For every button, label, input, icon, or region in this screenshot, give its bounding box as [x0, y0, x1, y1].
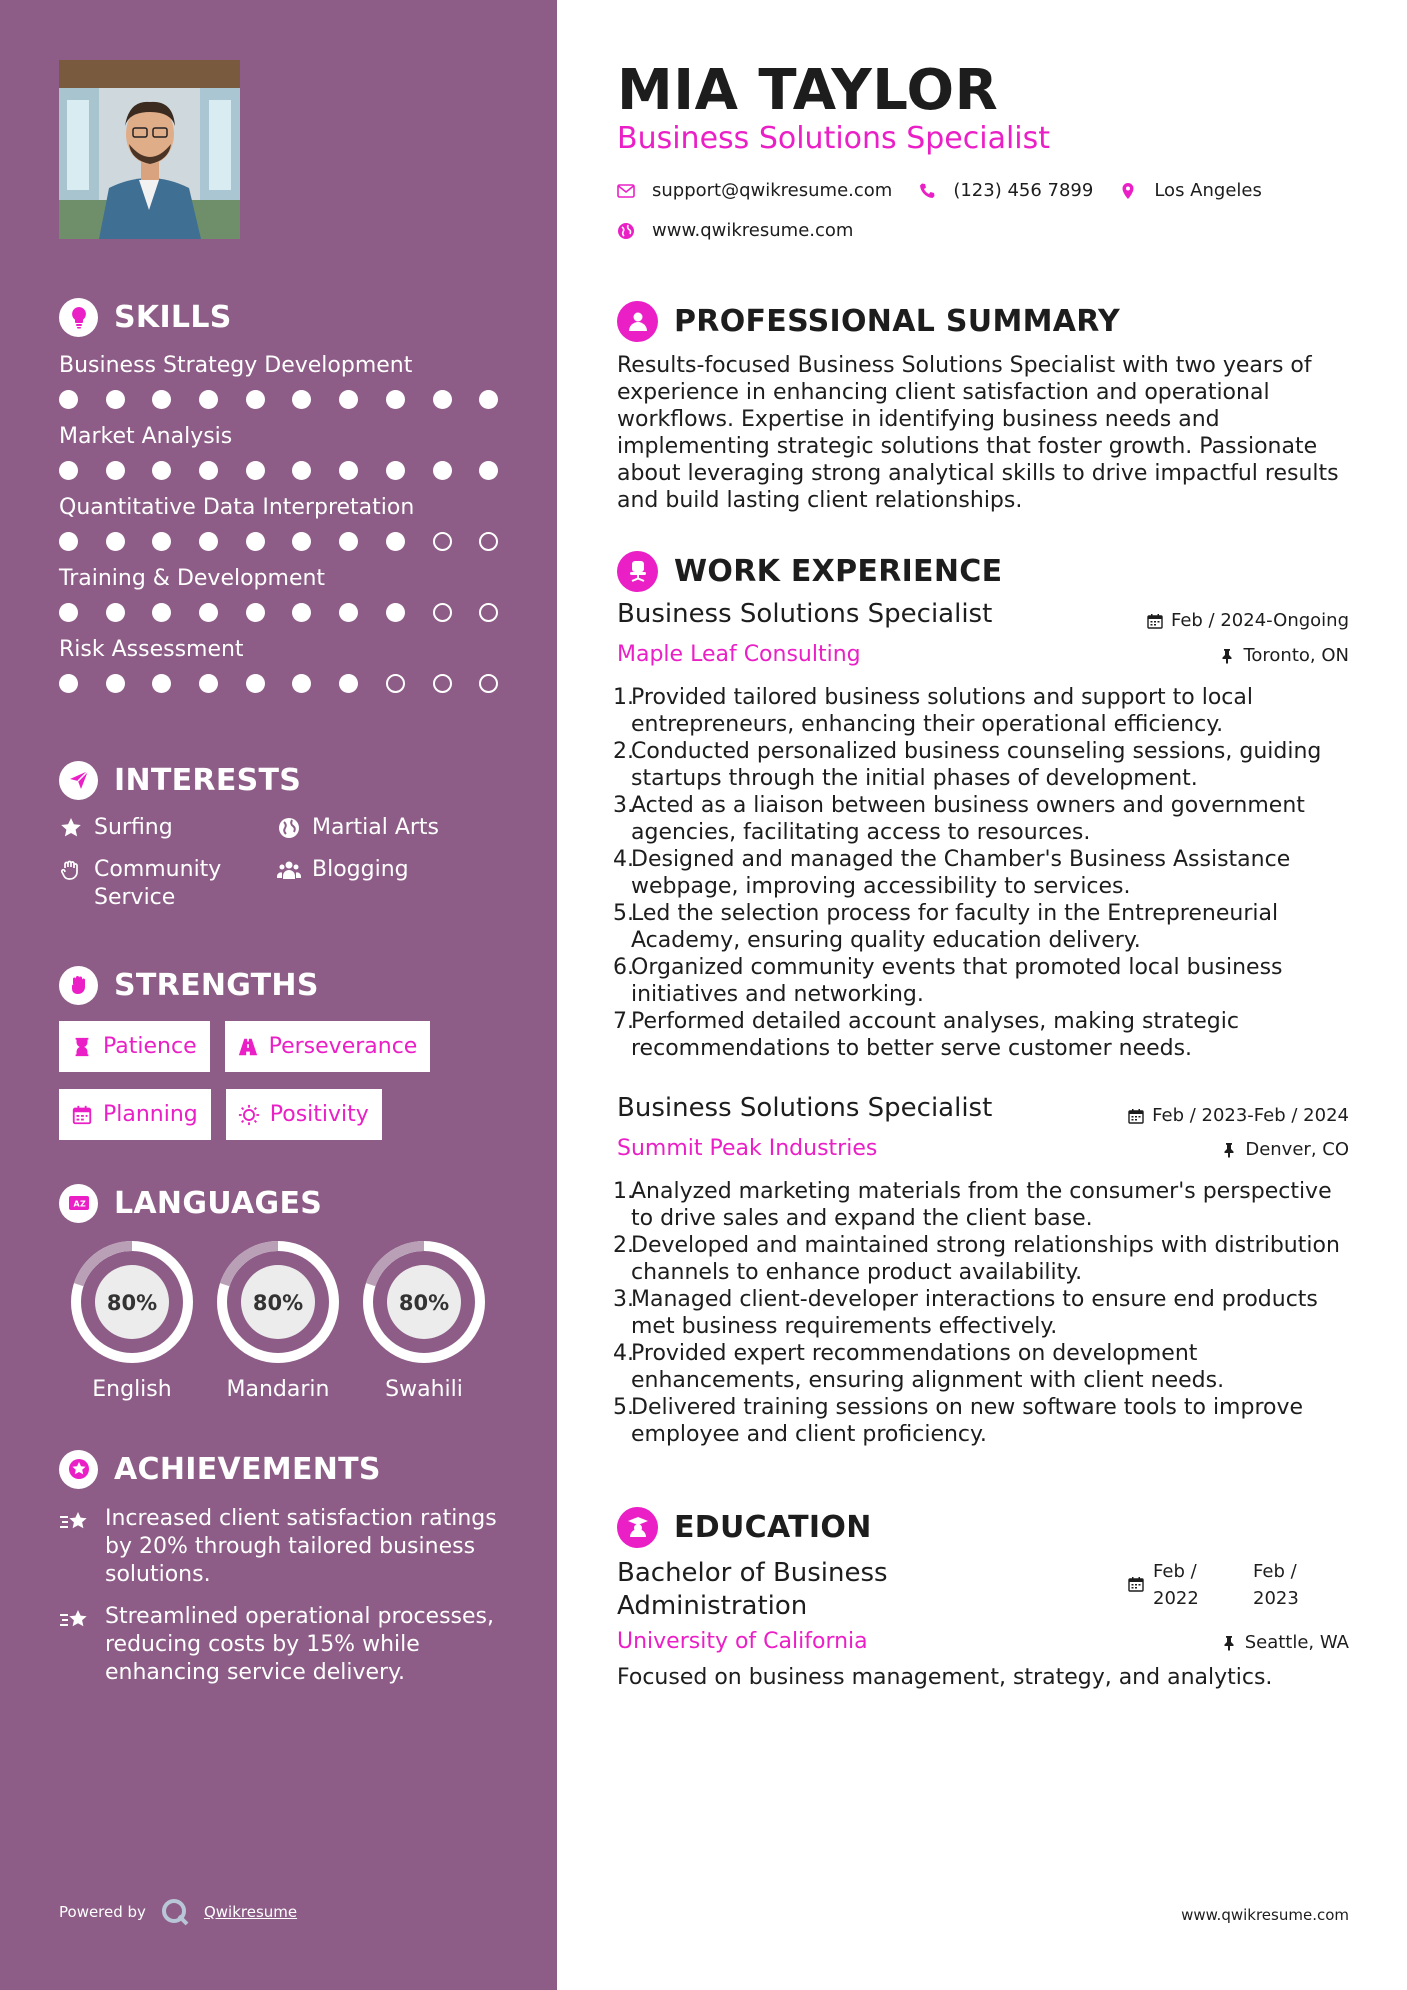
rating-dot — [339, 674, 358, 693]
location-text: Los Angeles — [1154, 180, 1262, 201]
calendar-icon — [1128, 1108, 1144, 1124]
rating-dot — [386, 461, 405, 480]
email-text: support@qwikresume.com — [652, 180, 893, 201]
rating-dot — [433, 674, 452, 693]
contact-row-2 — [617, 220, 879, 241]
strength-chip — [59, 1021, 210, 1072]
rating-dot — [339, 390, 358, 409]
shooting-star-icon — [59, 1509, 91, 1537]
bullet-number: 5. — [613, 1395, 634, 1420]
skill-name: Risk Assessment — [59, 637, 244, 662]
achievement-item — [59, 1603, 519, 1687]
strength-label: Positivity — [269, 1102, 369, 1127]
bullet-number: 1. — [613, 1179, 634, 1204]
language-item — [59, 1241, 205, 1402]
rating-dot — [152, 603, 171, 622]
rating-dot — [152, 390, 171, 409]
bullet-number: 7. — [613, 1009, 634, 1034]
bullet-text: Performed detailed account analyses, making strategic recommendations to better serve customer needs. — [631, 1009, 1239, 1061]
sidebar — [0, 0, 557, 1990]
rating-dot — [152, 461, 171, 480]
languages-section — [59, 1181, 519, 1402]
languages-list — [59, 1241, 519, 1402]
skill-name: Business Strategy Development — [59, 353, 413, 378]
strengths-list — [59, 1021, 519, 1157]
rating-dot — [199, 674, 218, 693]
language-item — [351, 1241, 497, 1402]
globe-icon — [617, 222, 635, 240]
pushpin-icon — [1221, 1635, 1237, 1651]
job-dates — [1147, 610, 1349, 631]
bullet-text: Analyzed marketing materials from the consumer's perspective to drive sales and expand the client base. — [631, 1179, 1332, 1231]
rating-dot — [199, 603, 218, 622]
interests-title: INTERESTS — [114, 762, 302, 798]
rating-dot — [246, 603, 265, 622]
education-dates — [1128, 1558, 1345, 1612]
interest-label: Martial Arts — [312, 815, 440, 840]
rating-dot — [479, 461, 498, 480]
language-name: Swahili — [385, 1377, 463, 1402]
rating-dot — [339, 532, 358, 551]
job-bullets — [613, 1178, 1349, 1448]
achievement-text: Increased client satisfaction ratings by 20% through tailored business solutions. — [105, 1506, 497, 1587]
road-icon — [237, 1036, 259, 1058]
rating-dot — [199, 390, 218, 409]
phone-text: (123) 456 7899 — [953, 180, 1094, 201]
bullet-number: 4. — [613, 1341, 634, 1366]
rating-dot — [339, 603, 358, 622]
fist-icon — [59, 966, 98, 1005]
powered-by — [59, 1897, 297, 1927]
achievements-header — [59, 1447, 519, 1491]
bullet-text: Developed and maintained strong relationships with distribution channels to enhance product availability. — [631, 1233, 1340, 1285]
lightbulb-icon — [59, 298, 98, 337]
contact-website[interactable] — [617, 220, 853, 241]
job-bullet — [613, 1286, 1349, 1340]
star-icon — [59, 816, 83, 840]
rating-dot — [479, 390, 498, 409]
bullet-text: Acted as a liaison between business owners and government agencies, facilitating access to resources. — [631, 793, 1305, 845]
users-icon — [277, 858, 301, 882]
website-text: www.qwikresume.com — [652, 220, 854, 241]
education-description: Focused on business management, strategy, and analytics. — [617, 1665, 1273, 1690]
interests-header — [59, 758, 519, 802]
job-dates — [1128, 1105, 1349, 1126]
rating-dot — [292, 461, 311, 480]
skill-item — [59, 351, 519, 410]
strength-label: Planning — [103, 1102, 198, 1127]
interests-section — [59, 758, 519, 912]
interest-item — [59, 856, 277, 912]
contact-row — [617, 180, 1288, 201]
summary-title: PROFESSIONAL SUMMARY — [674, 303, 1121, 339]
bullet-text: Organized community events that promoted local business initiatives and networking. — [631, 955, 1283, 1007]
skill-rating — [59, 674, 519, 694]
skill-item — [59, 635, 519, 694]
job-bullet — [613, 684, 1349, 738]
rating-dot — [433, 461, 452, 480]
rating-dot — [292, 390, 311, 409]
rating-dot — [106, 674, 125, 693]
translate-icon — [59, 1184, 98, 1223]
interest-item — [277, 814, 497, 842]
summary-header — [617, 299, 1120, 343]
strengths-header — [59, 963, 519, 1007]
bullet-text: Delivered training sessions on new software tools to improve employee and client proficiency. — [631, 1395, 1304, 1447]
rating-dot — [106, 461, 125, 480]
job-bullet — [613, 1178, 1349, 1232]
sun-icon — [238, 1104, 260, 1126]
rating-dot — [386, 390, 405, 409]
summary-text: Results-focused Business Solutions Specialist with two years of experience in enhancing client satisfaction and operational workflows. Expertise in identifying business needs and implementing strategic solutions that foster growth. Passionate about leveraging strong analytical skills to drive impactful results and build lasting client relationships. — [617, 353, 1339, 513]
graduate-icon — [617, 1507, 658, 1548]
skill-item — [59, 564, 519, 623]
interest-label: Community Service — [94, 857, 222, 910]
strength-chip — [225, 1021, 431, 1072]
skill-name: Quantitative Data Interpretation — [59, 495, 415, 520]
strengths-section — [59, 963, 519, 1157]
calendar-icon — [1147, 613, 1163, 629]
paper-plane-icon — [59, 761, 98, 800]
degree-name: Bachelor of Business Administration — [617, 1558, 888, 1621]
job-bullet — [613, 846, 1349, 900]
bullet-number: 1. — [613, 685, 634, 710]
language-item — [205, 1241, 351, 1402]
rating-dot — [433, 532, 452, 551]
job-bullet — [613, 1232, 1349, 1286]
skills-list — [59, 351, 519, 694]
rating-dot — [292, 674, 311, 693]
strength-chip — [59, 1089, 211, 1140]
job-bullets — [613, 684, 1349, 1062]
job-bullet — [613, 792, 1349, 846]
map-pin-icon — [1119, 182, 1137, 200]
education-location — [1221, 1632, 1349, 1653]
strength-label: Patience — [103, 1034, 197, 1059]
rating-dot — [59, 461, 78, 480]
rating-dot — [292, 532, 311, 551]
interest-item — [277, 856, 497, 912]
rating-dot — [246, 532, 265, 551]
bullet-text: Provided expert recommendations on development enhancements, ensuring alignment with client needs. — [631, 1341, 1225, 1393]
education-location-text: Seattle, WA — [1244, 1632, 1349, 1653]
rating-dot — [292, 603, 311, 622]
rating-dot — [59, 674, 78, 693]
skill-rating — [59, 390, 519, 410]
bullet-number: 4. — [613, 847, 634, 872]
bullet-number: 3. — [613, 793, 634, 818]
school-name: University of California — [617, 1629, 868, 1654]
language-progress-ring — [71, 1241, 193, 1363]
job-location-text: Toronto, ON — [1243, 645, 1349, 666]
job-dates-text: Feb / 2024-Ongoing — [1170, 610, 1349, 631]
rating-dot — [479, 603, 498, 622]
skill-rating — [59, 603, 519, 623]
skills-title: SKILLS — [114, 299, 232, 335]
rating-dot — [106, 603, 125, 622]
language-name: Mandarin — [226, 1377, 330, 1402]
experience-title: WORK EXPERIENCE — [674, 553, 1003, 589]
rating-dot — [479, 532, 498, 551]
interest-label: Blogging — [312, 857, 409, 882]
rating-dot — [386, 532, 405, 551]
language-progress-ring — [217, 1241, 339, 1363]
bullet-number: 2. — [613, 739, 634, 764]
company-name: Summit Peak Industries — [617, 1136, 878, 1161]
education-start: Feb / 2022 — [1153, 1561, 1199, 1609]
footer-url[interactable]: www.qwikresume.com — [1181, 1906, 1349, 1924]
education-title: EDUCATION — [674, 1509, 872, 1545]
achievements-title: ACHIEVEMENTS — [114, 1451, 381, 1487]
skills-header — [59, 295, 519, 339]
star-badge-icon — [59, 1450, 98, 1489]
job-title: Business Solutions Specialist — [617, 599, 993, 629]
interest-label: Surfing — [94, 815, 173, 840]
candidate-role: Business Solutions Specialist — [617, 121, 1051, 156]
skills-section — [59, 295, 519, 694]
interest-item — [59, 814, 277, 842]
languages-title: LANGUAGES — [114, 1185, 323, 1221]
rating-dot — [386, 674, 405, 693]
contact-email[interactable] — [617, 180, 892, 201]
calendar-icon — [71, 1104, 93, 1126]
bullet-text: Led the selection process for faculty in the Entrepreneurial Academy, ensuring quality education delivery. — [631, 901, 1279, 953]
job-bullet — [613, 738, 1349, 792]
globe-icon — [277, 816, 301, 840]
svg-text:Z: Z — [79, 1199, 86, 1209]
bullet-number: 3. — [613, 1287, 634, 1312]
hand-icon — [59, 858, 83, 882]
hourglass-icon — [71, 1036, 93, 1058]
phone-icon — [918, 182, 936, 200]
job-bullet — [613, 1008, 1349, 1062]
job-location-text: Denver, CO — [1245, 1139, 1349, 1160]
skill-name: Training & Development — [59, 566, 326, 591]
pushpin-icon — [1219, 648, 1235, 664]
rating-dot — [246, 461, 265, 480]
strength-chip — [226, 1089, 382, 1140]
bullet-text: Designed and managed the Chamber's Business Assistance webpage, improving accessibility to services. — [631, 847, 1291, 899]
languages-header — [59, 1181, 519, 1225]
experience-header — [617, 549, 1002, 593]
language-name: English — [92, 1377, 172, 1402]
rating-dot — [59, 532, 78, 551]
language-progress-ring — [363, 1241, 485, 1363]
rating-dot — [433, 390, 452, 409]
contact-location — [1119, 180, 1262, 201]
rating-dot — [199, 461, 218, 480]
skill-name: Market Analysis — [59, 424, 233, 449]
profile-photo — [59, 60, 240, 239]
rating-dot — [246, 674, 265, 693]
rating-dot — [59, 603, 78, 622]
rating-dot — [106, 532, 125, 551]
pushpin-icon — [1221, 1142, 1237, 1158]
job-dates-text: Feb / 2023-Feb / 2024 — [1152, 1105, 1349, 1126]
calendar-icon — [1128, 1576, 1144, 1592]
job-bullet — [613, 954, 1349, 1008]
bullet-text: Provided tailored business solutions and support to local entrepreneurs, enhancing their operational efficiency. — [631, 685, 1253, 737]
education-header — [617, 1505, 872, 1549]
language-percent: 80% — [252, 1291, 304, 1315]
education-end: Feb / 2023 — [1253, 1561, 1299, 1609]
interests-list — [59, 814, 519, 912]
skill-rating — [59, 461, 519, 481]
envelope-icon — [617, 182, 635, 200]
job-bullet — [613, 1340, 1349, 1394]
rating-dot — [386, 603, 405, 622]
achievement-text: Streamlined operational processes, reducing costs by 15% while enhancing service delivery. — [105, 1604, 495, 1685]
bullet-number: 5. — [613, 901, 634, 926]
rating-dot — [479, 674, 498, 693]
rating-dot — [339, 461, 358, 480]
job-bullet — [613, 1394, 1349, 1448]
bullet-text: Managed client-developer interactions to ensure end products met business requirements effectively. — [631, 1287, 1318, 1339]
strengths-title: STRENGTHS — [114, 967, 319, 1003]
user-icon — [617, 301, 658, 342]
skill-item — [59, 493, 519, 552]
rating-dot — [152, 532, 171, 551]
job-title: Business Solutions Specialist — [617, 1093, 993, 1123]
job-location — [1221, 1139, 1349, 1160]
rating-dot — [106, 390, 125, 409]
qwikresume-logo-icon — [160, 1897, 190, 1927]
rating-dot — [59, 390, 78, 409]
company-name: Maple Leaf Consulting — [617, 642, 861, 667]
bullet-number: 6. — [613, 955, 634, 980]
contact-phone[interactable] — [918, 180, 1093, 201]
strength-label: Perseverance — [268, 1034, 418, 1059]
svg-text:A: A — [73, 1199, 80, 1209]
bullet-number: 2. — [613, 1233, 634, 1258]
achievements-section — [59, 1447, 519, 1687]
rating-dot — [152, 674, 171, 693]
skill-rating — [59, 532, 519, 552]
job-location — [1219, 645, 1349, 666]
bullet-text: Conducted personalized business counseling sessions, guiding startups through the initial phases of development. — [631, 739, 1322, 791]
achievement-item — [59, 1505, 519, 1589]
language-percent: 80% — [398, 1291, 450, 1315]
job-bullet — [613, 900, 1349, 954]
qwikresume-link[interactable]: Qwikresume — [203, 1903, 298, 1921]
skill-item — [59, 422, 519, 481]
rating-dot — [199, 532, 218, 551]
powered-by-label: Powered by — [59, 1903, 146, 1921]
shooting-star-icon — [59, 1607, 91, 1635]
candidate-name: MIA TAYLOR — [617, 58, 999, 123]
office-chair-icon — [617, 551, 658, 592]
language-percent: 80% — [106, 1291, 158, 1315]
rating-dot — [246, 390, 265, 409]
rating-dot — [433, 603, 452, 622]
